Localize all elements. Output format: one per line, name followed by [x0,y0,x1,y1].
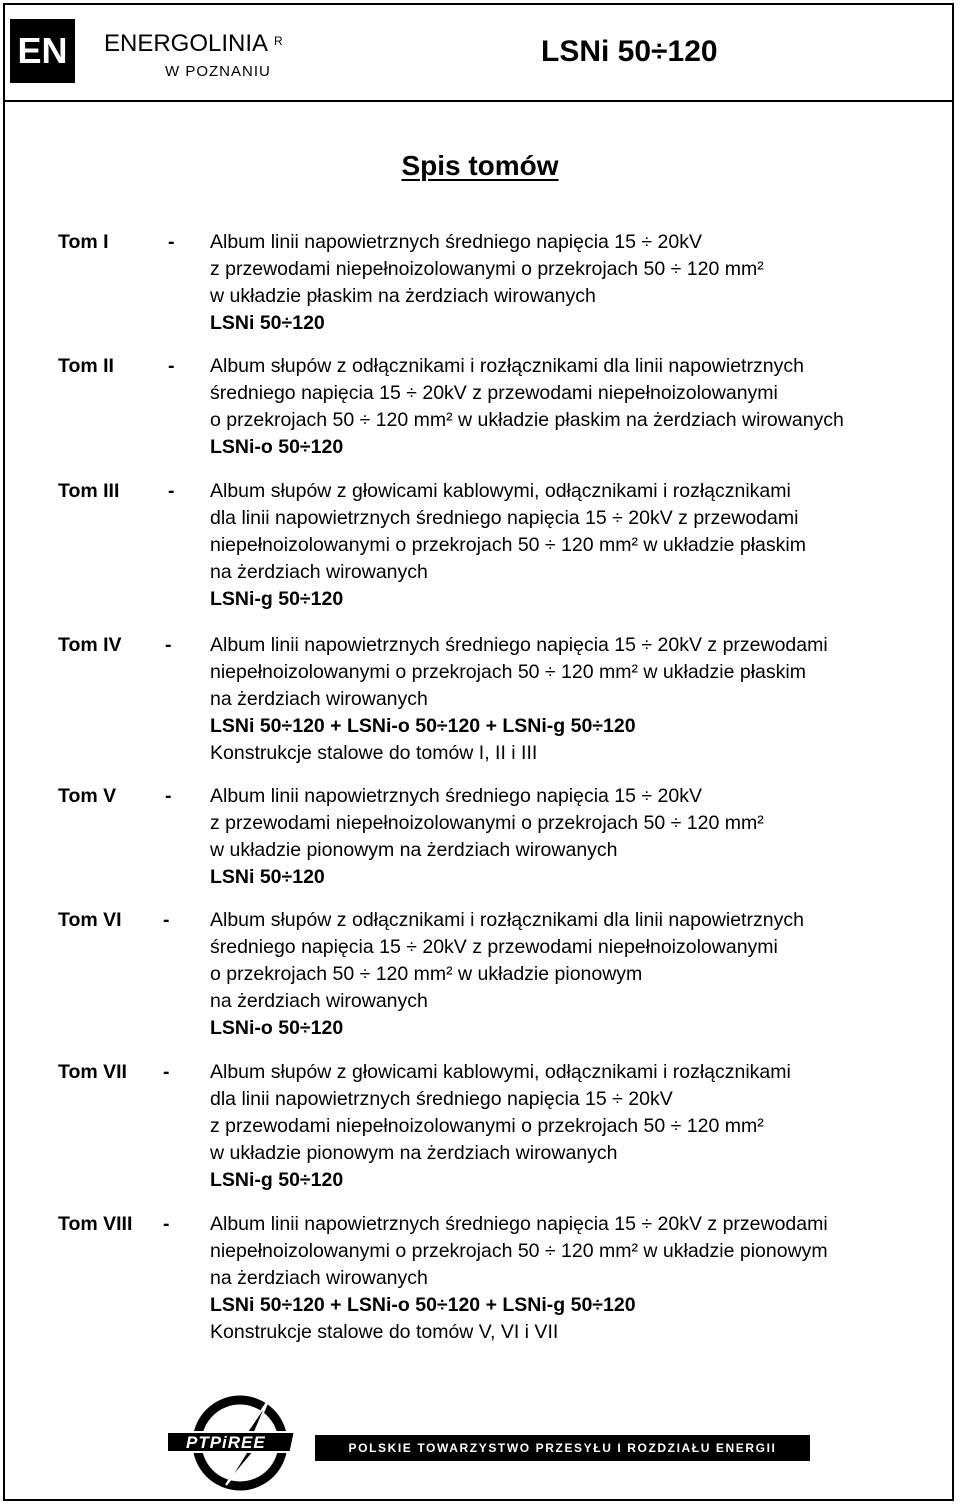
description-line: LSNi-g 50÷120 [210,1169,344,1191]
description-line: o przekrojach 50 ÷ 120 mm² w układzie płaskim na żerdziach wirowanych [210,409,844,431]
volume-description [210,353,844,461]
volume-dash: - [168,355,175,377]
description-line: Konstrukcje stalowe do tomów V, VI i VII [210,1321,559,1343]
volume-description [210,907,804,1042]
registered-mark: R [274,34,283,48]
description-line: na żerdziach wirowanych [210,688,428,710]
description-line: LSNi-g 50÷120 [210,588,344,610]
volume-dash: - [165,785,172,807]
volume-label: Tom V [58,785,117,807]
description-line: Album linii napowietrznych średniego napięcia 15 ÷ 20kV [210,785,702,807]
description-line: Album słupów z odłącznikami i rozłącznikami dla linii napowietrznych [210,355,804,377]
page-title: Spis tomów [401,150,559,181]
volume-description [210,1211,828,1346]
description-line: LSNi 50÷120 [210,866,325,888]
description-line: Album słupów z głowicami kablowymi, odłącznikami i rozłącznikami [210,480,791,502]
document-code: LSNi 50÷120 [541,35,718,68]
description-line: średniego napięcia 15 ÷ 20kV z przewodami niepełnoizolowanymi [210,382,778,404]
description-line: Album słupów z głowicami kablowymi, odłącznikami i rozłącznikami [210,1061,791,1083]
volume-label: Tom III [58,480,120,502]
description-line: LSNi 50÷120 [210,312,325,334]
company-city: W POZNANIU [165,63,271,80]
volume-label: Tom II [58,355,114,377]
description-line: niepełnoizolowanymi o przekrojach 50 ÷ 120 mm² w układzie płaskim [210,534,806,556]
volume-dash: - [163,1213,170,1235]
volume-description [210,783,764,891]
volume-dash: - [163,909,170,931]
company-name: ENERGOLINIA $^R$ [104,30,283,57]
description-line: dla linii napowietrznych średniego napięcia 15 ÷ 20kV z przewodami [210,507,799,529]
description-line: średniego napięcia 15 ÷ 20kV z przewodami niepełnoizolowanymi [210,936,778,958]
volume-description [210,229,764,337]
volume-label: Tom IV [58,634,122,656]
description-line: w układzie płaskim na żerdziach wirowanych [210,285,596,307]
description-line: na żerdziach wirowanych [210,1267,428,1289]
description-line: z przewodami niepełnoizolowanymi o przekrojach 50 ÷ 120 mm² [210,812,764,834]
description-line: niepełnoizolowanymi o przekrojach 50 ÷ 120 mm² w układzie pionowym [210,1240,828,1262]
description-line: w układzie pionowym na żerdziach wirowanych [210,1142,618,1164]
description-line: Album linii napowietrznych średniego napięcia 15 ÷ 20kV z przewodami [210,634,828,656]
description-line: niepełnoizolowanymi o przekrojach 50 ÷ 120 mm² w układzie płaskim [210,661,806,683]
volume-description [210,478,806,613]
description-line: LSNi-o 50÷120 [210,436,344,458]
description-line: Konstrukcje stalowe do tomów I, II i III [210,742,538,764]
volume-dash: - [163,1061,170,1083]
description-line: Album linii napowietrznych średniego napięcia 15 ÷ 20kV [210,231,702,253]
company-badge: EN [10,19,75,83]
logo-text: PTPiREE [186,1433,266,1452]
volume-dash: - [165,634,172,656]
description-line: w układzie pionowym na żerdziach wirowanych [210,839,618,861]
header [3,3,954,102]
volume-dash: - [168,480,175,502]
description-line: z przewodami niepełnoizolowanymi o przekrojach 50 ÷ 120 mm² [210,1115,764,1137]
volume-label: Tom VIII [58,1213,133,1235]
organization-name: POLSKIE TOWARZYSTWO PRZESYŁU I ROZDZIAŁU ENERGII ELEKTRYCZNEJ [315,1435,810,1461]
volume-label: Tom I [58,231,109,253]
description-line: LSNi 50÷120 + LSNi-o 50÷120 + LSNi-g 50÷120 [210,715,636,737]
ptpiree-logo [168,1393,308,1493]
description-line: z przewodami niepełnoizolowanymi o przekrojach 50 ÷ 120 mm² [210,258,764,280]
volume-description [210,1059,791,1194]
description-line: na żerdziach wirowanych [210,561,428,583]
description-line: LSNi-o 50÷120 [210,1017,344,1039]
volume-description [210,632,828,767]
volume-label: Tom VII [58,1061,127,1083]
description-line: dla linii napowietrznych średniego napięcia 15 ÷ 20kV [210,1088,673,1110]
volume-dash: - [168,231,175,253]
description-line: o przekrojach 50 ÷ 120 mm² w układzie pionowym [210,963,643,985]
description-line: Album słupów z odłącznikami i rozłącznikami dla linii napowietrznych [210,909,804,931]
volume-label: Tom VI [58,909,122,931]
description-line: LSNi 50÷120 + LSNi-o 50÷120 + LSNi-g 50÷120 [210,1294,636,1316]
description-line: Album linii napowietrznych średniego napięcia 15 ÷ 20kV z przewodami [210,1213,828,1235]
description-line: na żerdziach wirowanych [210,990,428,1012]
